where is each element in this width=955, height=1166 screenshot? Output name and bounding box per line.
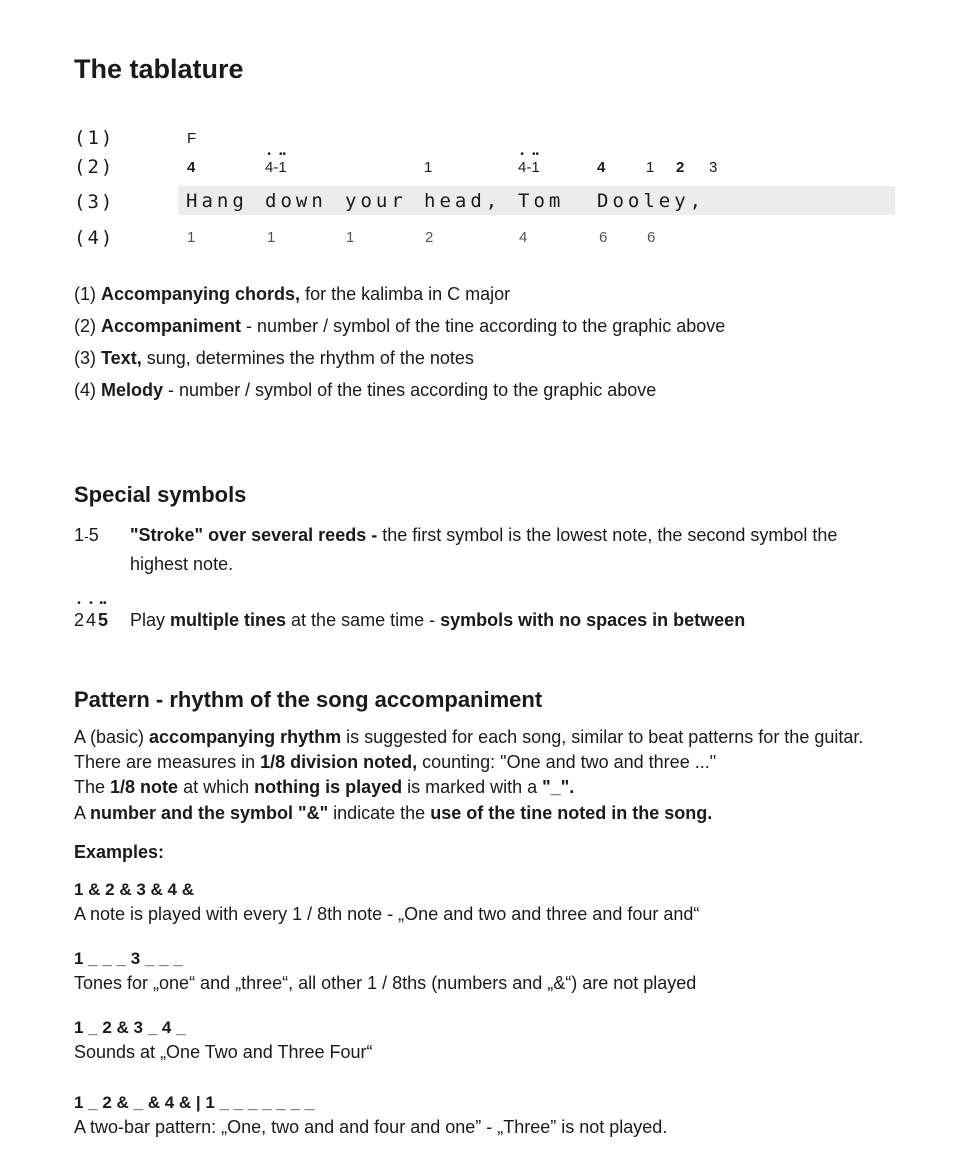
- multi-tine-symbol: 2 • 4 • 5 ••: [74, 598, 109, 630]
- row-label-3: (3): [74, 191, 115, 213]
- pattern-paragraph-3: The 1/8 note at which nothing is played is marked with a "_".: [74, 777, 575, 797]
- accompaniment-note: 1: [646, 159, 655, 176]
- row-label-4: (4): [74, 227, 115, 249]
- dotted-note: 4 •: [518, 149, 527, 176]
- legend-number: (1): [74, 284, 96, 304]
- legend-item: [74, 378, 656, 403]
- accompaniment-note: 2: [676, 159, 685, 176]
- examples-label: Examples:: [74, 842, 165, 862]
- stroke-dash: -: [526, 159, 532, 176]
- double-dotted-note: 1 ••: [278, 149, 287, 176]
- example-description: Tones for „one“ and „three“, all other 1 / 8ths (numbers and „&“) are not played: [74, 973, 697, 993]
- legend-text: sung, determines the rhythm of the notes: [141, 348, 474, 368]
- accompaniment-stroke: [518, 149, 540, 176]
- melody-note: 4: [519, 229, 528, 246]
- stroke-description-line-1: [130, 523, 837, 548]
- example-description: A two-bar pattern: „One, two and and four and one” - „Three” is not played.: [74, 1117, 668, 1137]
- stroke-term: "Stroke" over several reeds -: [130, 525, 378, 545]
- multi-tine-description: Play multiple tines at the same time - symbols with no spaces in between: [130, 610, 746, 630]
- melody-note: 6: [599, 229, 608, 246]
- row-label-1: (1): [74, 127, 115, 149]
- melody-note: 2: [425, 229, 434, 246]
- example-pattern: 1 _ 2 & 3 _ 4 _: [74, 1018, 186, 1037]
- legend-number: (3): [74, 348, 96, 368]
- legend-term: Text,: [101, 348, 142, 368]
- row-label-2: (2): [74, 156, 115, 178]
- example-pattern: 1 _ _ _ 3 _ _ _: [74, 949, 183, 968]
- stroke-text: the first symbol is the lowest note, the second symbol the: [377, 525, 838, 545]
- accompaniment-note: 4: [597, 159, 606, 176]
- melody-note: 1: [346, 229, 355, 246]
- stroke-dash: -: [273, 159, 279, 176]
- lyric-word: Dooley,: [597, 190, 706, 212]
- accompaniment-note: 3: [709, 159, 718, 176]
- example-pattern: 1 & 2 & 3 & 4 &: [74, 880, 194, 899]
- legend-item: [74, 314, 725, 339]
- accompaniment-note: 4: [187, 159, 196, 176]
- lyric-word: Tom: [518, 190, 565, 212]
- melody-note: 1: [267, 229, 276, 246]
- melody-note: 1: [187, 229, 196, 246]
- legend-text: - number / symbol of the tines according to the graphic above: [163, 380, 657, 400]
- pattern-paragraph-4: A number and the symbol "&" indicate the use of the tine noted in the song.: [74, 803, 713, 823]
- example-description: Sounds at „One Two and Three Four“: [74, 1042, 373, 1062]
- legend-text: for the kalimba in C major: [300, 284, 511, 304]
- pattern-heading: Pattern - rhythm of the song accompaniment: [74, 687, 543, 712]
- legend-text: - number / symbol of the tine according to the graphic above: [241, 316, 726, 336]
- pattern-paragraph-2: There are measures in 1/8 division noted, counting: "One and two and three ...": [74, 752, 717, 772]
- legend-number: (2): [74, 316, 96, 336]
- special-symbols-heading: Special symbols: [74, 482, 247, 507]
- dotted-note: 4 •: [265, 149, 274, 176]
- lyric-word: Hang: [186, 190, 248, 212]
- stroke-description-line-2: highest note.: [130, 554, 234, 574]
- melody-note: 6: [647, 229, 656, 246]
- accompaniment-stroke: [265, 149, 287, 176]
- chord-symbol: F: [187, 130, 197, 147]
- page-title: The tablature: [74, 54, 244, 84]
- accompaniment-note: 1: [424, 159, 433, 176]
- double-dotted-note: 1 ••: [531, 149, 540, 176]
- legend-item: [74, 282, 510, 307]
- legend-term: Melody: [101, 380, 164, 400]
- example-pattern: 1 _ 2 & _ & 4 & | 1 _ _ _ _ _ _ _: [74, 1093, 315, 1112]
- legend-number: (4): [74, 380, 96, 400]
- lyric-word: head,: [424, 190, 502, 212]
- example-description: A note is played with every 1 / 8th note - „One and two and three and four and“: [74, 904, 700, 924]
- legend-item: [74, 346, 474, 371]
- pattern-paragraph-1: A (basic) accompanying rhythm is suggested for each song, similar to beat patterns for the guitar.: [74, 727, 864, 747]
- legend-term: Accompanying chords,: [101, 284, 301, 304]
- lyric-word: your: [345, 190, 407, 212]
- legend-term: Accompaniment: [101, 316, 242, 336]
- stroke-symbol: 1-5: [74, 525, 99, 545]
- lyric-word: down: [265, 190, 327, 212]
